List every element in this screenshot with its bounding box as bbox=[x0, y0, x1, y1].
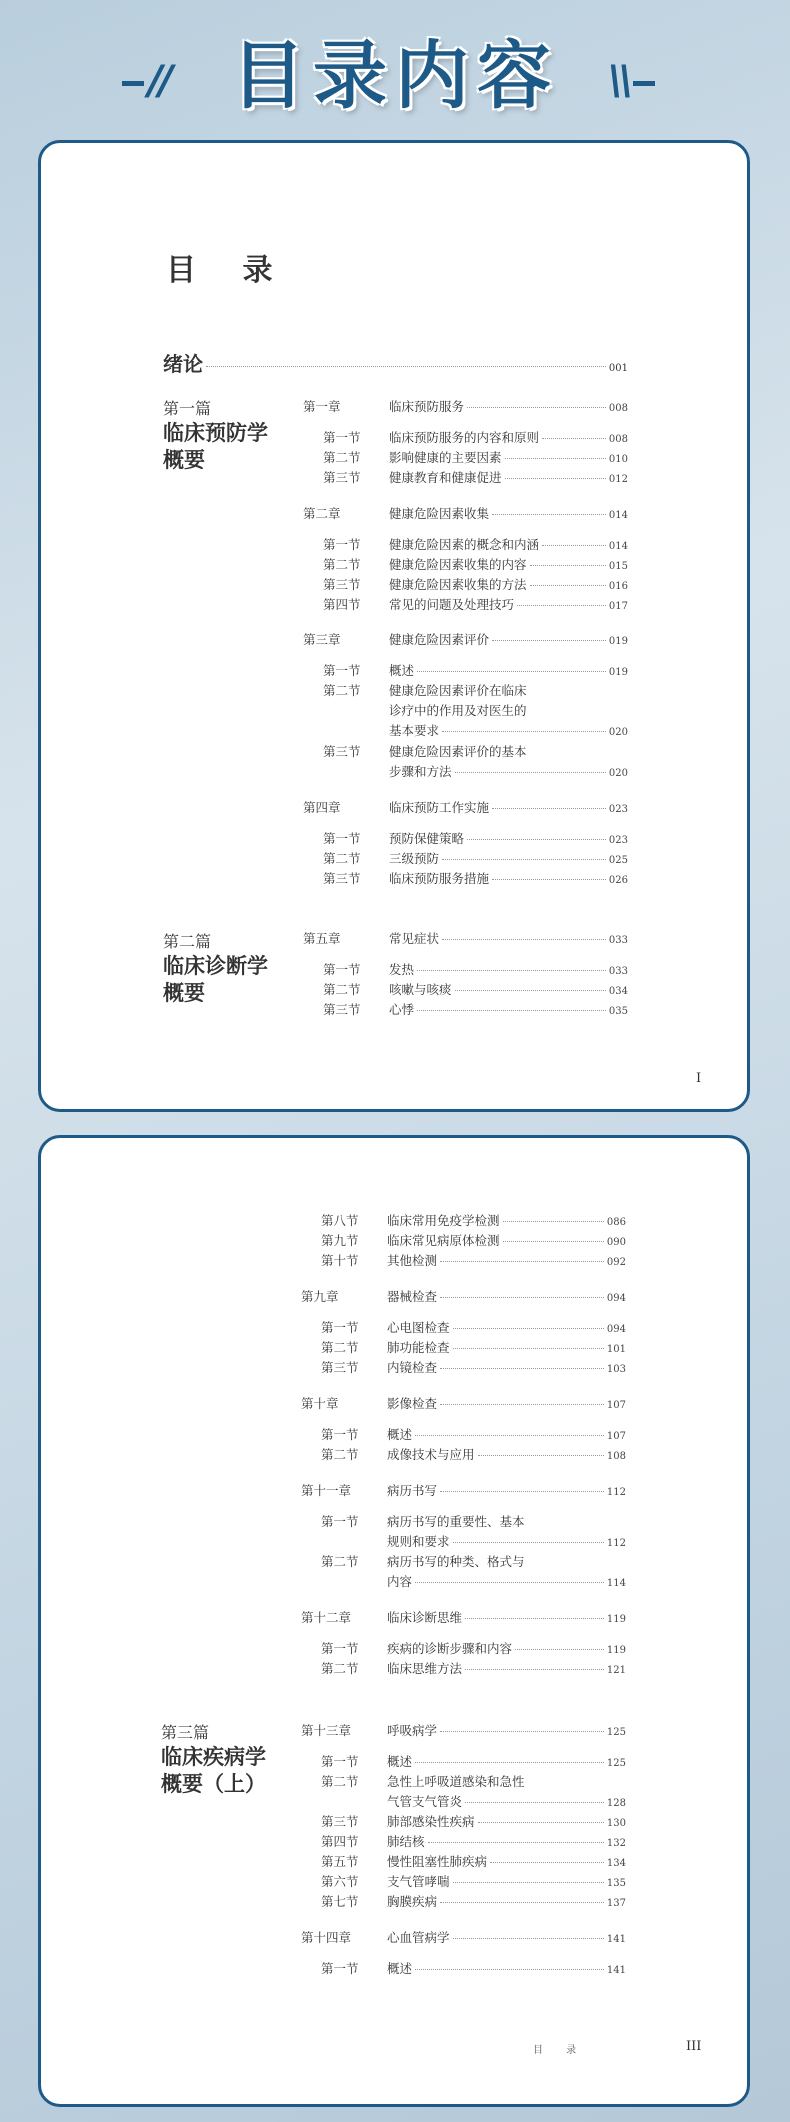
section-title-line: 基本要求 bbox=[389, 723, 440, 738]
chapter-title: 临床预防服务 bbox=[389, 399, 465, 414]
section-label: 第二节 bbox=[321, 1447, 359, 1462]
chapter-title: 健康危险因素收集 bbox=[389, 506, 490, 521]
section-label: 第一节 bbox=[323, 962, 361, 977]
section-title: 概述 bbox=[387, 1754, 413, 1769]
part-title: 临床疾病学 概要（上） bbox=[161, 1744, 266, 1796]
section-title-line: 病历书写的重要性、基本 bbox=[387, 1514, 525, 1529]
section-label: 第一节 bbox=[323, 430, 361, 445]
toc-section bbox=[323, 849, 628, 867]
toc-page-1 bbox=[38, 140, 750, 1112]
dot-leader bbox=[440, 1902, 604, 1903]
chapter-page: 023 bbox=[608, 804, 628, 815]
section-label: 第三节 bbox=[321, 1360, 359, 1375]
dot-leader bbox=[530, 585, 606, 586]
section-page: 014 bbox=[608, 541, 628, 552]
section-title-line: 诊疗中的作用及对医生的 bbox=[389, 703, 527, 718]
section-title: 肺部感染性疾病 bbox=[387, 1814, 475, 1829]
toc-section bbox=[389, 721, 628, 739]
section-page: 114 bbox=[606, 1578, 626, 1589]
part-title: 临床诊断学 概要 bbox=[163, 953, 268, 1005]
toc-chapter bbox=[301, 1287, 626, 1305]
section-label: 第四节 bbox=[321, 1834, 359, 1849]
dot-leader bbox=[415, 1582, 604, 1583]
section-page: 112 bbox=[606, 1538, 626, 1549]
section-title: 概述 bbox=[389, 663, 415, 678]
dot-leader bbox=[492, 808, 606, 809]
dot-leader bbox=[206, 366, 606, 367]
chapter-title: 心血管病学 bbox=[387, 1930, 450, 1945]
section-label: 第三节 bbox=[321, 1814, 359, 1829]
toc-heading: 目 录 bbox=[166, 253, 291, 288]
section-label: 第二节 bbox=[321, 1340, 359, 1355]
dot-leader bbox=[465, 1618, 604, 1619]
section-label: 第一节 bbox=[323, 537, 361, 552]
section-page: 017 bbox=[608, 601, 628, 612]
section-label: 第二节 bbox=[321, 1661, 359, 1676]
decoration-right: \\ bbox=[608, 58, 659, 104]
toc-section bbox=[323, 960, 628, 978]
toc-section bbox=[321, 1659, 626, 1677]
toc-section bbox=[323, 448, 628, 466]
section-title: 支气管哮喘 bbox=[387, 1874, 450, 1889]
chapter-page: 008 bbox=[608, 403, 628, 414]
dot-leader bbox=[453, 1938, 604, 1939]
section-label: 第九节 bbox=[321, 1233, 359, 1248]
toc-section bbox=[323, 555, 628, 573]
section-page: 121 bbox=[606, 1665, 626, 1676]
chapter-page: 107 bbox=[606, 1400, 626, 1411]
section-title: 临床常见病原体检测 bbox=[387, 1233, 500, 1248]
chapter-label: 第五章 bbox=[303, 931, 341, 946]
section-title: 肺功能检查 bbox=[387, 1340, 450, 1355]
part-label: 第二篇 bbox=[163, 932, 212, 951]
part-label: 第一篇 bbox=[163, 399, 212, 418]
section-title: 咳嗽与咳痰 bbox=[389, 982, 452, 997]
section-label: 第一节 bbox=[321, 1427, 359, 1442]
toc-chapter bbox=[301, 1481, 626, 1499]
chapter-page: 014 bbox=[608, 510, 628, 521]
toc-chapter bbox=[301, 1608, 626, 1626]
toc-section bbox=[321, 1812, 626, 1830]
dot-leader bbox=[490, 1862, 604, 1863]
section-label: 第六节 bbox=[321, 1874, 359, 1889]
toc-chapter bbox=[301, 1394, 626, 1412]
toc-chapter bbox=[303, 504, 628, 522]
entry-page: 001 bbox=[608, 363, 628, 374]
dot-leader bbox=[542, 438, 606, 439]
section-label: 第二节 bbox=[321, 1554, 359, 1569]
part-title: 临床预防学 概要 bbox=[163, 420, 268, 472]
toc-section bbox=[321, 1338, 626, 1356]
section-page: 135 bbox=[606, 1878, 626, 1889]
toc-section bbox=[321, 1251, 626, 1269]
section-label: 第三节 bbox=[323, 744, 361, 759]
chapter-label: 第十三章 bbox=[301, 1723, 352, 1738]
chapter-title: 器械检查 bbox=[387, 1289, 438, 1304]
chapter-label: 第十一章 bbox=[301, 1483, 352, 1498]
section-page: 134 bbox=[606, 1858, 626, 1869]
section-title-line: 急性上呼吸道感染和急性 bbox=[387, 1774, 525, 1789]
section-label: 第三节 bbox=[323, 470, 361, 485]
banner-title: 目录内容 bbox=[231, 33, 559, 119]
section-title: 临床预防服务的内容和原则 bbox=[389, 430, 540, 445]
section-page: 132 bbox=[606, 1838, 626, 1849]
section-page: 092 bbox=[606, 1257, 626, 1268]
dot-leader bbox=[440, 1261, 604, 1262]
chapter-label: 第九章 bbox=[301, 1289, 339, 1304]
toc-section bbox=[321, 1959, 626, 1977]
section-title: 健康危险因素收集的内容 bbox=[389, 557, 527, 572]
section-title-line: 气管支气管炎 bbox=[387, 1794, 463, 1809]
section-page: 016 bbox=[608, 581, 628, 592]
chapter-title: 呼吸病学 bbox=[387, 1723, 438, 1738]
chapter-page: 125 bbox=[606, 1727, 626, 1738]
section-label: 第二节 bbox=[323, 557, 361, 572]
dot-leader bbox=[467, 839, 606, 840]
toc-chapter bbox=[303, 798, 628, 816]
toc-section bbox=[321, 1752, 626, 1770]
section-title: 三级预防 bbox=[389, 851, 440, 866]
toc-section bbox=[387, 1572, 626, 1590]
running-footer: 目 录 bbox=[533, 2045, 587, 2056]
toc-section bbox=[321, 1872, 626, 1890]
banner bbox=[0, 0, 790, 140]
section-label: 第十节 bbox=[321, 1253, 359, 1268]
toc-section bbox=[323, 575, 628, 593]
section-label: 第一节 bbox=[321, 1514, 359, 1529]
dot-leader bbox=[492, 879, 606, 880]
dot-leader bbox=[440, 1297, 604, 1298]
toc-chapter bbox=[303, 397, 628, 415]
chapter-page: 094 bbox=[606, 1293, 626, 1304]
dot-leader bbox=[515, 1649, 604, 1650]
section-title: 内镜检查 bbox=[387, 1360, 438, 1375]
dot-leader bbox=[453, 1542, 604, 1543]
section-page: 101 bbox=[606, 1344, 626, 1355]
section-label: 第一节 bbox=[321, 1754, 359, 1769]
section-page: 108 bbox=[606, 1451, 626, 1462]
chapter-label: 第二章 bbox=[303, 506, 341, 521]
section-page: 025 bbox=[608, 855, 628, 866]
toc-section bbox=[321, 1358, 626, 1376]
section-page: 086 bbox=[606, 1217, 626, 1228]
toc-entry-intro bbox=[163, 348, 628, 377]
section-page: 012 bbox=[608, 474, 628, 485]
section-label: 第五节 bbox=[321, 1854, 359, 1869]
dot-leader bbox=[492, 514, 606, 515]
section-page: 023 bbox=[608, 835, 628, 846]
section-title-line: 病历书写的种类、格式与 bbox=[387, 1554, 525, 1569]
dot-leader bbox=[440, 1491, 604, 1492]
section-label: 第三节 bbox=[323, 577, 361, 592]
chapter-title: 常见症状 bbox=[389, 931, 440, 946]
chapter-label: 第四章 bbox=[303, 800, 341, 815]
dot-leader bbox=[542, 545, 606, 546]
section-title: 成像技术与应用 bbox=[387, 1447, 475, 1462]
dot-leader bbox=[453, 1328, 604, 1329]
section-title: 其他检测 bbox=[387, 1253, 438, 1268]
chapter-page: 141 bbox=[606, 1934, 626, 1945]
section-title: 概述 bbox=[387, 1961, 413, 1976]
chapter-label: 第三章 bbox=[303, 632, 341, 647]
section-title: 心悸 bbox=[389, 1002, 415, 1017]
dot-leader bbox=[465, 1669, 604, 1670]
section-label: 第一节 bbox=[321, 1961, 359, 1976]
chapter-title: 健康危险因素评价 bbox=[389, 632, 490, 647]
section-page: 015 bbox=[608, 561, 628, 572]
chapter-title: 病历书写 bbox=[387, 1483, 438, 1498]
dot-leader bbox=[467, 407, 606, 408]
section-page: 020 bbox=[608, 768, 628, 779]
chapter-title: 临床预防工作实施 bbox=[389, 800, 490, 815]
section-title: 影响健康的主要因素 bbox=[389, 450, 502, 465]
section-title: 健康教育和健康促进 bbox=[389, 470, 502, 485]
section-title: 健康危险因素收集的方法 bbox=[389, 577, 527, 592]
section-title: 临床预防服务措施 bbox=[389, 871, 490, 886]
toc-section bbox=[321, 1231, 626, 1249]
section-label: 第一节 bbox=[323, 663, 361, 678]
page-number: III bbox=[686, 2039, 702, 2054]
toc-chapter bbox=[301, 1721, 626, 1739]
toc-section bbox=[321, 1445, 626, 1463]
section-label: 第二节 bbox=[323, 851, 361, 866]
toc-section bbox=[323, 468, 628, 486]
toc-section bbox=[321, 1892, 626, 1910]
section-label: 第三节 bbox=[323, 871, 361, 886]
dot-leader bbox=[517, 605, 606, 606]
section-title-line: 健康危险因素评价在临床 bbox=[389, 683, 527, 698]
chapter-page: 019 bbox=[608, 636, 628, 647]
section-page: 103 bbox=[606, 1364, 626, 1375]
toc-section bbox=[387, 1532, 626, 1550]
section-title: 概述 bbox=[387, 1427, 413, 1442]
toc-section bbox=[323, 980, 628, 998]
part-label: 第三篇 bbox=[161, 1723, 210, 1742]
decoration-left: // bbox=[118, 58, 169, 104]
section-page: 034 bbox=[608, 986, 628, 997]
section-title: 常见的问题及处理技巧 bbox=[389, 597, 515, 612]
section-page: 035 bbox=[608, 1006, 628, 1017]
section-label: 第八节 bbox=[321, 1213, 359, 1228]
toc-chapter bbox=[301, 1928, 626, 1946]
dot-leader bbox=[455, 990, 606, 991]
toc-section bbox=[321, 1211, 626, 1229]
dot-leader bbox=[503, 1221, 604, 1222]
dot-leader bbox=[440, 1368, 604, 1369]
dot-leader bbox=[440, 1404, 604, 1405]
section-page: 125 bbox=[606, 1758, 626, 1769]
dot-leader bbox=[440, 1731, 604, 1732]
section-title: 心电图检查 bbox=[387, 1320, 450, 1335]
chapter-page: 119 bbox=[606, 1614, 626, 1625]
section-title: 胸膜疾病 bbox=[387, 1894, 438, 1909]
section-page: 130 bbox=[606, 1818, 626, 1829]
section-title: 发热 bbox=[389, 962, 415, 977]
section-label: 第一节 bbox=[321, 1320, 359, 1335]
dot-leader bbox=[478, 1822, 604, 1823]
section-title-line: 内容 bbox=[387, 1574, 413, 1589]
chapter-title: 临床诊断思维 bbox=[387, 1610, 463, 1625]
toc-section bbox=[387, 1792, 626, 1810]
toc-section bbox=[321, 1318, 626, 1336]
dot-leader bbox=[442, 939, 606, 940]
toc-section bbox=[323, 829, 628, 847]
toc-section bbox=[323, 595, 628, 613]
chapter-title: 影像检查 bbox=[387, 1396, 438, 1411]
chapter-label: 第十章 bbox=[301, 1396, 339, 1411]
dot-leader bbox=[415, 1762, 604, 1763]
section-page: 119 bbox=[606, 1645, 626, 1656]
section-title: 疾病的诊断步骤和内容 bbox=[387, 1641, 513, 1656]
dot-leader bbox=[415, 1969, 604, 1970]
toc-chapter bbox=[303, 929, 628, 947]
section-page: 033 bbox=[608, 966, 628, 977]
section-page: 020 bbox=[608, 727, 628, 738]
dot-leader bbox=[417, 1010, 606, 1011]
chapter-page: 112 bbox=[606, 1487, 626, 1498]
section-label: 第二节 bbox=[323, 982, 361, 997]
entry-title: 绪论 bbox=[163, 352, 203, 376]
section-title: 临床常用免疫学检测 bbox=[387, 1213, 500, 1228]
section-page: 008 bbox=[608, 434, 628, 445]
section-label: 第七节 bbox=[321, 1894, 359, 1909]
toc-section bbox=[323, 661, 628, 679]
section-title: 临床思维方法 bbox=[387, 1661, 463, 1676]
dot-leader bbox=[505, 458, 606, 459]
section-label: 第四节 bbox=[323, 597, 361, 612]
section-page: 019 bbox=[608, 667, 628, 678]
dot-leader bbox=[442, 731, 606, 732]
section-title: 健康危险因素的概念和内涵 bbox=[389, 537, 540, 552]
section-label: 第二节 bbox=[321, 1774, 359, 1789]
toc-section bbox=[323, 535, 628, 553]
section-page: 128 bbox=[606, 1798, 626, 1809]
dot-leader bbox=[428, 1842, 604, 1843]
dot-leader bbox=[478, 1455, 604, 1456]
toc-section bbox=[389, 762, 628, 780]
page-number: I bbox=[696, 1071, 702, 1086]
section-page: 026 bbox=[608, 875, 628, 886]
dot-leader bbox=[530, 565, 606, 566]
chapter-label: 第十二章 bbox=[301, 1610, 352, 1625]
toc-section bbox=[321, 1639, 626, 1657]
toc-section bbox=[323, 428, 628, 446]
dot-leader bbox=[453, 1348, 604, 1349]
section-page: 107 bbox=[606, 1431, 626, 1442]
dot-leader bbox=[503, 1241, 604, 1242]
dot-leader bbox=[492, 640, 606, 641]
section-label: 第一节 bbox=[323, 831, 361, 846]
section-label: 第三节 bbox=[323, 1002, 361, 1017]
chapter-page: 033 bbox=[608, 935, 628, 946]
section-page: 010 bbox=[608, 454, 628, 465]
section-page: 094 bbox=[606, 1324, 626, 1335]
section-label: 第二节 bbox=[323, 683, 361, 698]
section-label: 第一节 bbox=[321, 1641, 359, 1656]
chapter-label: 第一章 bbox=[303, 399, 341, 414]
section-title-line: 步骤和方法 bbox=[389, 764, 452, 779]
dot-leader bbox=[455, 772, 606, 773]
toc-section bbox=[323, 1000, 628, 1018]
section-title-line: 规则和要求 bbox=[387, 1534, 450, 1549]
dot-leader bbox=[417, 970, 606, 971]
section-page: 090 bbox=[606, 1237, 626, 1248]
dot-leader bbox=[465, 1802, 604, 1803]
section-title-line: 健康危险因素评价的基本 bbox=[389, 744, 527, 759]
dot-leader bbox=[442, 859, 606, 860]
toc-chapter bbox=[303, 630, 628, 648]
dot-leader bbox=[417, 671, 606, 672]
section-title: 预防保健策略 bbox=[389, 831, 465, 846]
toc-section bbox=[323, 869, 628, 887]
section-title: 肺结核 bbox=[387, 1834, 425, 1849]
toc-section bbox=[321, 1832, 626, 1850]
section-label: 第二节 bbox=[323, 450, 361, 465]
toc-section bbox=[321, 1425, 626, 1443]
section-page: 141 bbox=[606, 1965, 626, 1976]
dot-leader bbox=[453, 1882, 604, 1883]
toc-section bbox=[321, 1852, 626, 1870]
dot-leader bbox=[415, 1435, 604, 1436]
chapter-label: 第十四章 bbox=[301, 1930, 352, 1945]
dot-leader bbox=[505, 478, 606, 479]
toc-page-2 bbox=[38, 1135, 750, 2107]
section-title: 慢性阻塞性肺疾病 bbox=[387, 1854, 488, 1869]
section-page: 137 bbox=[606, 1898, 626, 1909]
